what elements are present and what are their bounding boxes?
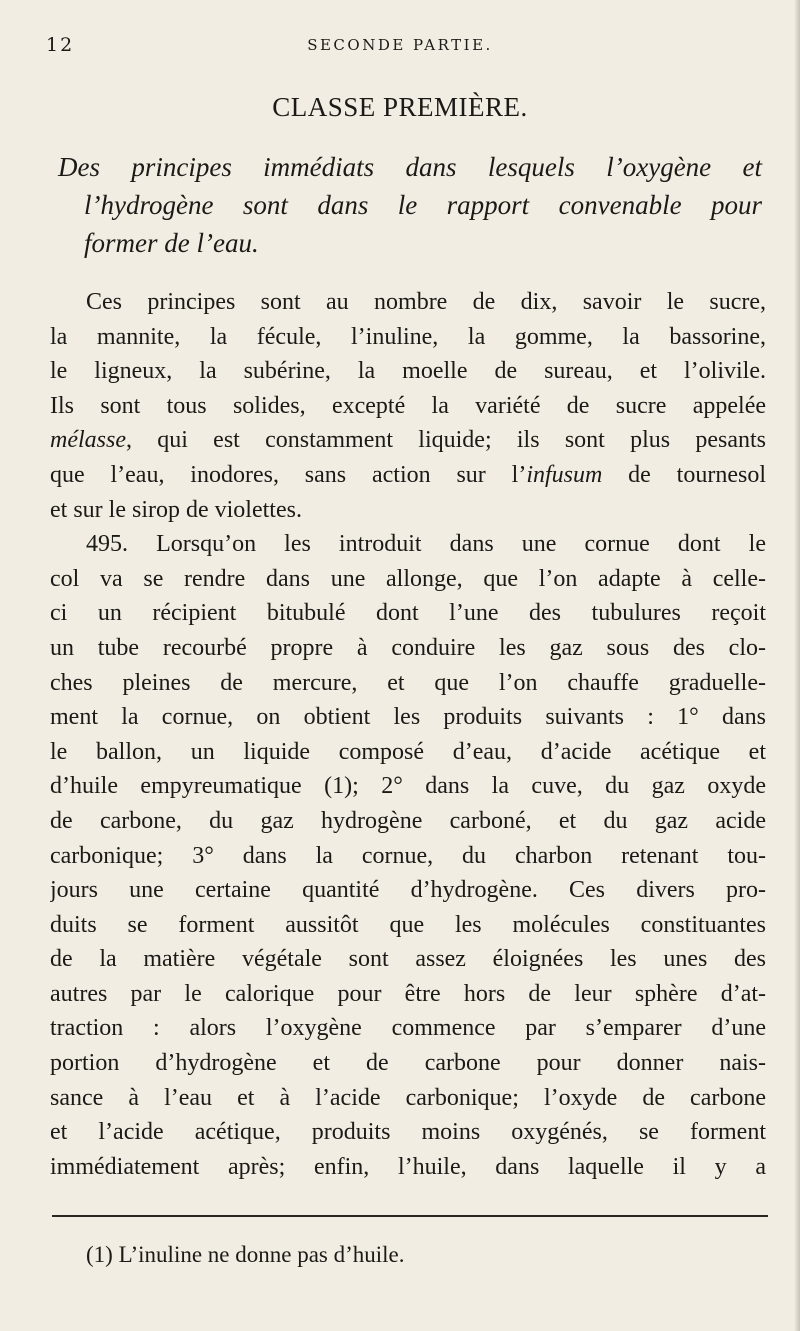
text-line: Ils sont tous solides, excepté la variété de sucre appelée [50, 392, 766, 419]
text-line: ches pleines de mercure, et que l’on chauffe graduelle- [50, 669, 766, 696]
class-title: CLASSE PREMIÈRE. [272, 92, 528, 122]
text-line: mélasse, qui est constamment liquide; ils sont plus pesants [50, 427, 766, 454]
text-line: le ligneux, la subérine, la moelle de sureau, et l’olivile. [50, 358, 766, 385]
text-line: duits se forment aussitôt que les molécules constituantes [50, 911, 766, 938]
subtitle-line: l’hydrogène sont dans le rapport convenable pour [84, 190, 762, 220]
footnote: (1) L’inuline ne donne pas d’huile. [86, 1242, 405, 1267]
text-line: et sur le sirop de violettes. [50, 496, 302, 523]
text-line: d’huile empyreumatique (1); 2° dans la cuve, du gaz oxyde [50, 773, 766, 800]
text-line: un tube recourbé propre à conduire les gaz sous des clo- [50, 634, 766, 661]
text-line: col va se rendre dans une allonge, que l’on adapte à celle- [50, 565, 766, 592]
text-line: 495. Lorsqu’on les introduit dans une cornue dont le [86, 531, 766, 558]
text-line: traction : alors l’oxygène commence par s’emparer d’une [50, 1015, 766, 1042]
body-text [50, 285, 766, 1184]
running-title: SECONDE PARTIE. [307, 36, 493, 54]
running-header [46, 34, 754, 58]
text-line: carbonique; 3° dans la cornue, du charbon retenant tou- [50, 842, 766, 869]
page-number: 12 [46, 34, 75, 56]
section-subtitle [58, 148, 762, 262]
text-line: ci un récipient bitubulé dont l’une des tubulures reçoit [50, 600, 766, 627]
text-line: Ces principes sont au nombre de dix, savoir le sucre, [86, 289, 766, 315]
text-line: ment la cornue, on obtient les produits suivants : 1° dans [50, 704, 766, 731]
footnote-divider [52, 1215, 768, 1217]
text-line: le ballon, un liquide composé d’eau, d’acide acétique et [50, 738, 766, 765]
text-line: immédiatement après; enfin, l’huile, dans laquelle il y a [50, 1153, 766, 1180]
text-line: que l’eau, inodores, sans action sur l’infusum de tournesol [50, 461, 766, 488]
text-line: de carbone, du gaz hydrogène carboné, et du gaz acide [50, 807, 766, 834]
text-line: et l’acide acétique, produits moins oxygénés, se forment [50, 1119, 766, 1146]
text-line: sance à l’eau et à l’acide carbonique; l’oxyde de carbone [50, 1084, 766, 1111]
text-line: jours une certaine quantité d’hydrogène. Ces divers pro- [50, 877, 766, 904]
subtitle-line: former de l’eau. [84, 228, 259, 258]
subtitle-line: Des principes immédiats dans lesquels l’oxygène et [58, 152, 762, 182]
text-line: portion d’hydrogène et de carbone pour donner nais- [50, 1050, 766, 1077]
text-line: la mannite, la fécule, l’inuline, la gomme, la bassorine, [50, 323, 766, 350]
text-line: autres par le calorique pour être hors de leur sphère d’at- [50, 980, 766, 1007]
text-line: de la matière végétale sont assez éloignées les unes des [50, 946, 766, 973]
